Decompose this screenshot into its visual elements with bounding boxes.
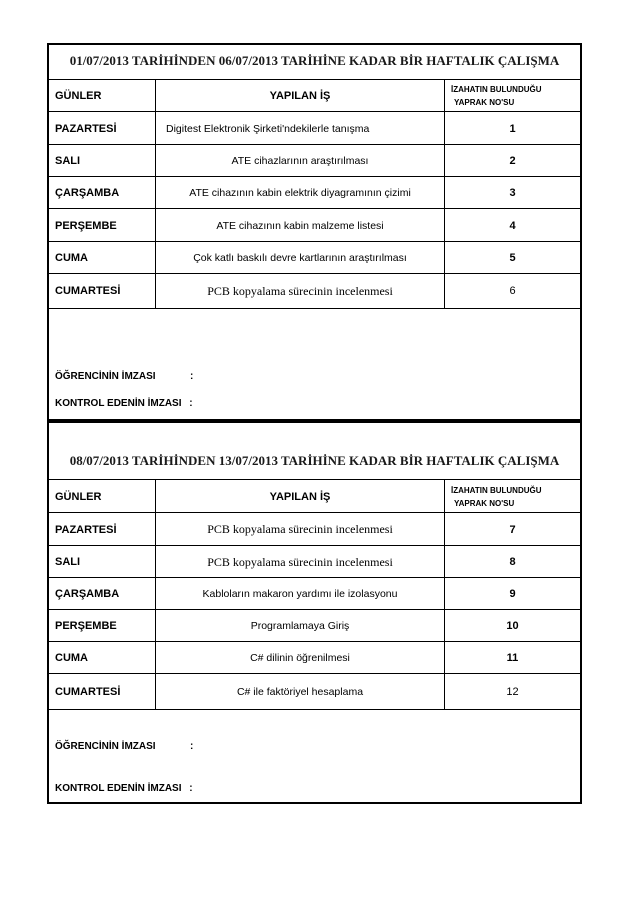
header-work: YAPILAN İŞ bbox=[155, 80, 445, 112]
signature-colon: : bbox=[189, 783, 193, 794]
day-cell: SALI bbox=[55, 556, 81, 568]
work-cell: ATE cihazının kabin malzeme listesi bbox=[155, 209, 445, 242]
work-cell: ATE cihazlarının araştırılması bbox=[155, 145, 445, 177]
header-work: YAPILAN İŞ bbox=[155, 480, 445, 513]
day-cell: CUMA bbox=[55, 252, 88, 264]
day-cell: CUMARTESİ bbox=[55, 685, 121, 698]
table-row bbox=[49, 273, 580, 309]
day-cell: PAZARTESİ bbox=[55, 523, 117, 536]
page-cell: 11 bbox=[506, 652, 519, 664]
table-row bbox=[49, 577, 580, 610]
control-signature bbox=[55, 398, 193, 409]
page-cell: 6 bbox=[509, 285, 516, 297]
work-cell: PCB kopyalama sürecinin incelenmesi bbox=[155, 513, 445, 546]
table-row bbox=[49, 673, 580, 710]
work-cell: C# ile faktöriyel hesaplama bbox=[155, 674, 445, 709]
work-cell: ATE cihazının kabin elektrik diyagramının çizimi bbox=[155, 177, 445, 209]
header-page bbox=[445, 480, 580, 513]
student-signature-label: ÖĞRENCİNİN İMZASI bbox=[55, 371, 156, 382]
table-row bbox=[49, 241, 580, 274]
table-row bbox=[49, 641, 580, 674]
work-cell: Kabloların makaron yardımı ile izolasyonu bbox=[155, 578, 445, 610]
day-cell: ÇARŞAMBA bbox=[55, 187, 120, 199]
work-cell: C# dilinin öğrenilmesi bbox=[155, 642, 445, 674]
page-cell: 3 bbox=[509, 187, 516, 199]
student-signature bbox=[55, 741, 194, 752]
header-page-line2: YAPRAK NO'SU bbox=[454, 98, 515, 107]
student-signature-label: ÖĞRENCİNİN İMZASI bbox=[55, 741, 156, 752]
header-row bbox=[49, 79, 580, 112]
week-title: 08/07/2013 TARİHİNDEN 13/07/2013 TARİHİNE KADAR BİR HAFTALIK ÇALIŞMA bbox=[69, 453, 560, 468]
work-cell: Digitest Elektronik Şirketi'ndekilerle tanışma bbox=[155, 112, 445, 145]
signature-colon: : bbox=[189, 398, 193, 409]
signature-colon: : bbox=[190, 371, 194, 382]
table-row bbox=[49, 512, 580, 546]
table-row bbox=[49, 208, 580, 242]
day-cell: PERŞEMBE bbox=[55, 620, 117, 632]
table-row bbox=[49, 609, 580, 642]
header-days: GÜNLER bbox=[55, 90, 102, 102]
page-cell: 1 bbox=[509, 122, 516, 135]
work-cell: PCB kopyalama sürecinin incelenmesi bbox=[155, 274, 445, 308]
day-cell: PERŞEMBE bbox=[55, 219, 117, 232]
header-row bbox=[49, 479, 580, 513]
day-cell: PAZARTESİ bbox=[55, 122, 117, 135]
page-cell: 9 bbox=[509, 588, 516, 600]
page-cell: 10 bbox=[506, 620, 519, 632]
signature-colon: : bbox=[190, 741, 194, 752]
week-2-section bbox=[47, 421, 582, 804]
header-page-line1: İZAHATIN BULUNDUĞU bbox=[451, 85, 542, 94]
page-cell: 4 bbox=[509, 219, 516, 232]
student-signature bbox=[55, 371, 194, 382]
table-row bbox=[49, 545, 580, 578]
header-page bbox=[445, 80, 580, 112]
day-cell: SALI bbox=[55, 155, 81, 167]
control-signature bbox=[55, 783, 193, 794]
control-signature-label: KONTROL EDENİN İMZASI bbox=[55, 783, 182, 794]
work-cell: Programlamaya Giriş bbox=[155, 610, 445, 642]
week-1-section bbox=[47, 43, 582, 421]
work-cell: PCB kopyalama sürecinin incelenmesi bbox=[155, 546, 445, 578]
header-days: GÜNLER bbox=[55, 490, 102, 503]
page-cell: 8 bbox=[509, 556, 516, 568]
header-page-line1: İZAHATIN BULUNDUĞU bbox=[451, 485, 542, 495]
page-cell: 2 bbox=[509, 155, 516, 167]
work-cell: Çok katlı baskılı devre kartlarının araştırılması bbox=[155, 242, 445, 274]
control-signature-label: KONTROL EDENİN İMZASI bbox=[55, 398, 182, 409]
page-cell: 12 bbox=[506, 685, 519, 698]
day-cell: ÇARŞAMBA bbox=[55, 588, 120, 600]
table-row bbox=[49, 111, 580, 145]
day-cell: CUMARTESİ bbox=[55, 285, 121, 297]
day-cell: CUMA bbox=[55, 652, 88, 664]
week-title: 01/07/2013 TARİHİNDEN 06/07/2013 TARİHİNE KADAR BİR HAFTALIK ÇALIŞMA bbox=[69, 53, 560, 68]
header-page-line2: YAPRAK NO'SU bbox=[454, 498, 515, 508]
page-cell: 5 bbox=[509, 252, 516, 264]
page-cell: 7 bbox=[509, 523, 516, 536]
table-row bbox=[49, 176, 580, 209]
table-row bbox=[49, 144, 580, 177]
